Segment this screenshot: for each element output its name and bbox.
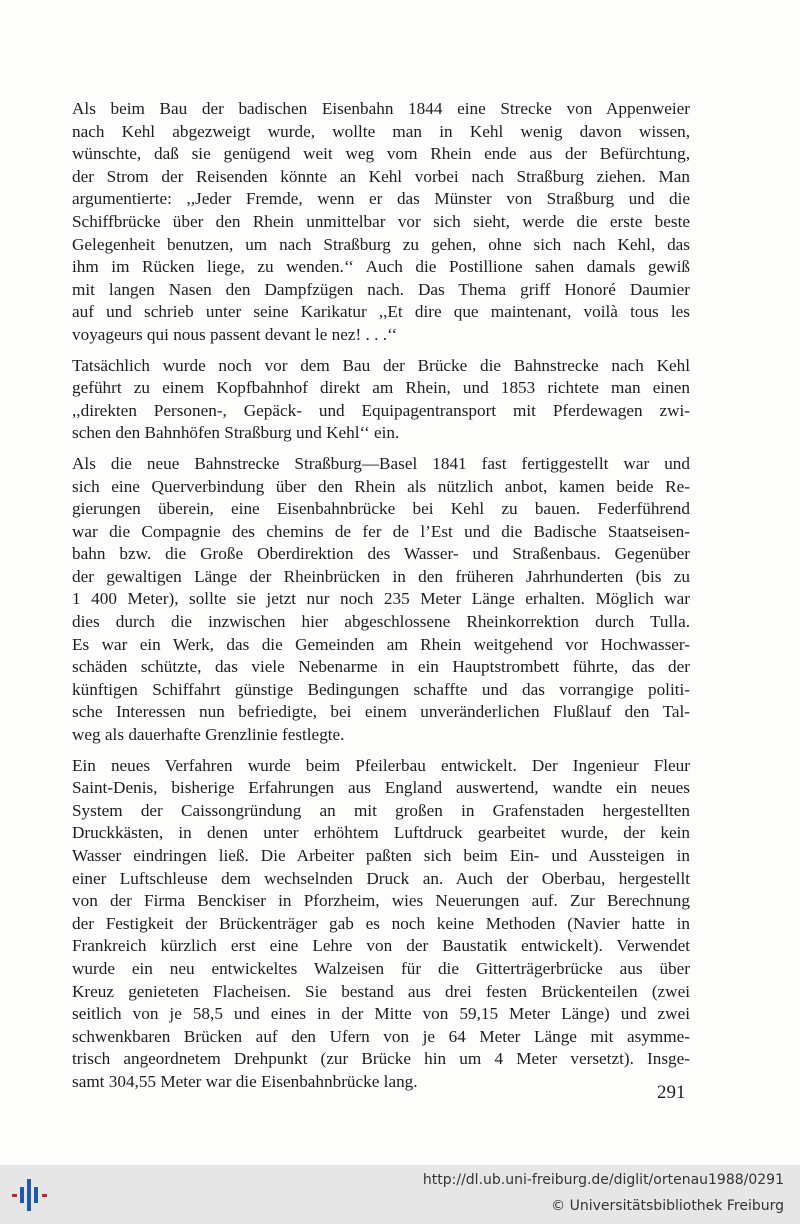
footer-copyright: © Universitätsbibliothek Freiburg — [551, 1198, 784, 1214]
text-line: Saint-Denis, bisherige Erfahrungen aus England auswertend, wandte ein neues — [72, 778, 690, 798]
text-line: sche Interessen nun befriedigte, bei einem unveränderlichen Flußlauf den Tal- — [72, 702, 690, 722]
text-line: einer Luftschleuse dem wechselnden Druck an. Auch der Oberbau, hergestellt — [72, 868, 690, 888]
text-line: der Festigkeit der Brückenträger gab es noch keine Methoden (Navier hatte in — [72, 913, 690, 933]
text-line: schwenkbaren Brücken auf den Ufern von je 64 Meter Länge mit asymme- — [72, 1026, 690, 1046]
text-line: war die Compagnie des chemins de fer de l’Est und die Badische Staatseisen- — [72, 521, 690, 541]
text-line: Es war ein Werk, das die Gemeinden am Rhein weitgehend vor Hochwasser- — [72, 634, 690, 654]
body-text — [72, 98, 690, 1102]
text-line: mit langen Nasen den Dampfzügen nach. Das Thema griff Honoré Daumier — [72, 279, 690, 299]
footer-url-link[interactable]: http://dl.ub.uni-freiburg.de/diglit/ortenau1988/0291 — [422, 1172, 784, 1188]
text-line: gierungen überein, eine Eisenbahnbrücke bei Kehl zu bauen. Federführend — [72, 499, 690, 519]
text-line: schäden schützte, das viele Nebenarme in ein Hauptstrombett führte, das der — [72, 657, 690, 677]
text-line: sich eine Querverbindung über den Rhein als nützlich anbot, kamen beide Re- — [72, 476, 690, 496]
text-line: auf und schrieb unter seine Karikatur ,,Et dire que maintenant, voilà tous les — [72, 302, 690, 322]
text-line: 1 400 Meter), sollte sie jetzt nur noch 235 Meter Länge erhalten. Möglich war — [72, 589, 690, 609]
text-line: Tatsächlich wurde noch vor dem Bau der Brücke die Bahnstrecke nach Kehl — [72, 355, 690, 375]
text-line: von der Firma Benckiser in Pforzheim, wies Neuerungen auf. Zur Berechnung — [72, 891, 690, 911]
paragraph-3 — [72, 453, 690, 747]
text-line: wurde ein neu entwickeltes Walzeisen für die Gitterträgerbrücke aus über — [72, 958, 690, 978]
paragraph-4 — [72, 755, 690, 1094]
text-line: voyageurs qui nous passent devant le nez! . . .‘‘ — [72, 324, 398, 344]
text-line: trisch angeordnetem Drehpunkt (zur Brücke hin um 4 Meter versetzt). Insge- — [72, 1049, 690, 1069]
text-line: weg als dauerhafte Grenzlinie festlegte. — [72, 725, 345, 745]
text-line: ihm im Rücken liege, zu wenden.‘‘ Auch die Postillione sahen damals gewiß — [72, 257, 690, 277]
text-line: ,,direkten Personen-, Gepäck- und Equipagentransport mit Pferdewagen zwi- — [72, 400, 690, 420]
text-line: geführt zu einem Kopfbahnhof direkt am Rhein, und 1853 richtete man einen — [72, 378, 690, 398]
text-line: nach Kehl abgezweigt wurde, wollte man in Kehl wenig davon wissen, — [72, 121, 690, 141]
page-number: 291 — [657, 1082, 686, 1103]
text-line: wünschte, daß sie genügend weit weg vom Rhein ende aus der Befürchtung, — [72, 144, 690, 164]
text-line: System der Caissongründung an mit großen in Grafenstaden hergestellten — [72, 800, 690, 820]
text-line: Als die neue Bahnstrecke Straßburg—Basel 1841 fast fertiggestellt war und — [72, 453, 690, 473]
text-line: Kreuz genieteten Flacheisen. Sie bestand aus drei festen Brückenteilen (zwei — [72, 981, 690, 1001]
ub-freiburg-logo-icon[interactable] — [8, 1175, 52, 1215]
text-line: der gewaltigen Länge der Rheinbrücken in den früheren Jahrhunderten (bis zu — [72, 566, 690, 586]
text-line: Schiffbrücke über den Rhein unmittelbar vor sich sieht, werde die erste beste — [72, 211, 690, 231]
text-line: bahn bzw. die Große Oberdirektion des Wasser- und Straßenbaus. Gegenüber — [72, 544, 690, 564]
paragraph-2 — [72, 355, 690, 445]
text-line: dies durch die inzwischen hier abgeschlossene Rheinkorrektion durch Tulla. — [72, 612, 690, 632]
text-line: Ein neues Verfahren wurde beim Pfeilerbau entwickelt. Der Ingenieur Fleur — [72, 755, 690, 775]
text-line: Wasser eindringen ließ. Die Arbeiter paßten sich beim Ein- und Aussteigen in — [72, 846, 690, 865]
text-line: argumentierte: ,,Jeder Fremde, wenn er das Münster von Straßburg und die — [72, 189, 690, 209]
text-line: Druckkästen, in denen unter erhöhtem Luftdruck gearbeitet wurde, der kein — [72, 823, 690, 843]
text-line: Frankreich kürzlich erst eine Lehre von der Baustatik entwickelt). Verwendet — [72, 936, 690, 956]
text-line: Als beim Bau der badischen Eisenbahn 1844 eine Strecke von Appenweier — [72, 99, 690, 118]
text-line: seitlich von je 58,5 und eines in der Mitte von 59,15 Meter Länge) und zwei — [72, 1004, 690, 1024]
text-line: samt 304,55 Meter war die Eisenbahnbrücke lang. — [72, 1071, 418, 1091]
text-line: der Strom der Reisenden könnte an Kehl vorbei nach Straßburg ziehen. Man — [72, 166, 690, 186]
text-line: Gelegenheit benutzen, um nach Straßburg zu gehen, ohne sich nach Kehl, das — [72, 234, 690, 254]
paragraph-1 — [72, 98, 690, 347]
text-line: schen den Bahnhöfen Straßburg und Kehl‘‘ ein. — [72, 423, 400, 443]
text-line: künftigen Schiffahrt günstige Bedingungen schaffte und das vorrangige politi- — [72, 679, 690, 699]
